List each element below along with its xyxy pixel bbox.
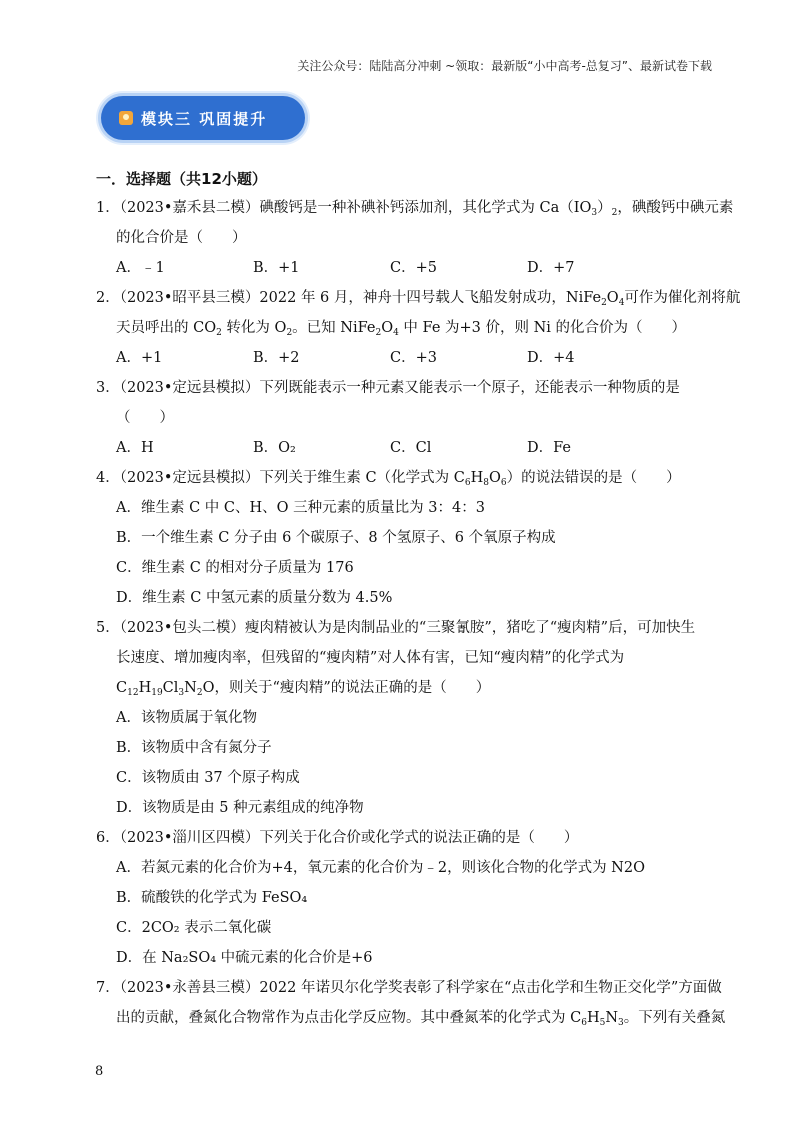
question-6 <box>96 823 710 973</box>
option-c[interactable]: C．Cl <box>390 440 432 456</box>
option-c[interactable]: C．2CO₂ 表示二氧化碳 <box>116 920 272 936</box>
question-line: 的化合价是（ ） <box>116 230 247 246</box>
option-a[interactable]: A．﹣1 <box>116 260 165 276</box>
question-4 <box>96 463 710 613</box>
question-3 <box>96 373 710 463</box>
banner-title: 模块三 巩固提升 <box>141 109 268 128</box>
question-line: 5．（2023•包头二模）瘦肉精被认为是肉制品业的“三聚氰胺”，猪吃了“瘦肉精”后，可加快生 <box>96 620 696 636</box>
question-line: 出的贡献，叠氮化合物常作为点击化学反应物。其中叠氮苯的化学式为 $C_6H_5N_3$。下列有关叠氮 <box>116 1010 726 1028</box>
option-d[interactable]: D．在 Na₂SO₄ 中硫元素的化合价是+6 <box>116 950 373 966</box>
option-c[interactable]: C．+3 <box>390 350 437 366</box>
option-d[interactable]: D．Fe <box>527 440 571 456</box>
module-banner <box>101 96 305 140</box>
option-a[interactable]: A．维生素 C 中 C、H、O 三种元素的质量比为 3：4：3 <box>116 500 485 516</box>
option-a[interactable]: A．若氮元素的化合价为+4，氧元素的化合价为﹣2，则该化合物的化学式为 N2O <box>116 860 645 876</box>
option-a[interactable]: A．该物质属于氧化物 <box>116 710 257 726</box>
option-b[interactable]: B．该物质中含有氮分子 <box>116 740 272 756</box>
question-line: 3．（2023•定远县模拟）下列既能表示一种元素又能表示一个原子，还能表示一种物质的是 <box>96 380 680 396</box>
option-b[interactable]: B．+2 <box>253 350 300 366</box>
question-line: $C_{12}H_{19}Cl_3N_2O$，则关于“瘦肉精”的说法正确的是（ ） <box>116 680 491 698</box>
question-line: 1．（2023•嘉禾县二模）碘酸钙是一种补碘补钙添加剂，其化学式为 $Ca(IO_3)_2$，碘酸钙中碘元素 <box>96 200 734 218</box>
question-line: 天员呼出的 $CO_2$ 转化为 $O_2$。已知 $NiFe_2O_4$ 中 Fe 为+3 价，则 Ni 的化合价为（ ） <box>116 320 687 338</box>
option-c[interactable]: C．维生素 C 的相对分子质量为 176 <box>116 560 354 576</box>
option-b[interactable]: B．一个维生素 C 分子由 6 个碳原子、8 个氢原子、6 个氧原子构成 <box>116 530 556 546</box>
option-b[interactable]: B．O₂ <box>253 440 296 456</box>
option-d[interactable]: D．维生素 C 中氢元素的质量分数为 4.5% <box>116 590 393 606</box>
question-line: 4．（2023•定远县模拟）下列关于维生素 C（化学式为 $C_6H_8O_6$）的说法错误的是（ ） <box>96 470 681 488</box>
header-note: 关注公众号：陆陆高分冲刺 ~领取：最新版“小中高考-总复习”、最新试卷下载 <box>297 59 712 73</box>
option-d[interactable]: D．该物质是由 5 种元素组成的纯净物 <box>116 800 364 816</box>
options-row <box>96 343 710 373</box>
option-c[interactable]: C．该物质由 37 个原子构成 <box>116 770 300 786</box>
page-number: 8 <box>95 1064 104 1079</box>
options-row <box>96 433 710 463</box>
question-5 <box>96 613 710 823</box>
question-line: （ ） <box>116 410 174 426</box>
option-d[interactable]: D．+4 <box>527 350 575 366</box>
option-d[interactable]: D．+7 <box>527 260 575 276</box>
question-line: 长速度、增加瘦肉率，但残留的“瘦肉精”对人体有害，已知“瘦肉精”的化学式为 <box>116 650 625 666</box>
options-row <box>96 253 710 283</box>
option-a[interactable]: A．H <box>116 440 154 456</box>
option-b[interactable]: B．硫酸铁的化学式为 FeSO₄ <box>116 890 308 906</box>
question-line: 6．（2023•淄川区四模）下列关于化合价或化学式的说法正确的是（ ） <box>96 830 579 846</box>
option-c[interactable]: C．+5 <box>390 260 437 276</box>
option-b[interactable]: B．+1 <box>253 260 300 276</box>
question-line: 2．（2023•昭平县三模）2022 年 6 月，神舟十四号载人飞船发射成功，$NiFe_2O_4$可作为催化剂将航 <box>96 290 741 308</box>
question-1 <box>96 193 734 283</box>
trophy-icon <box>119 111 133 125</box>
question-7 <box>96 973 726 1033</box>
section-title: 一．选择题（共12小题） <box>96 170 267 188</box>
question-line: 7．（2023•永善县三模）2022 年诺贝尔化学奖表彰了科学家在“点击化学和生物正交化学”方面做 <box>96 980 722 996</box>
question-2 <box>96 283 741 373</box>
question-list <box>96 193 741 1033</box>
option-a[interactable]: A．+1 <box>116 350 163 366</box>
